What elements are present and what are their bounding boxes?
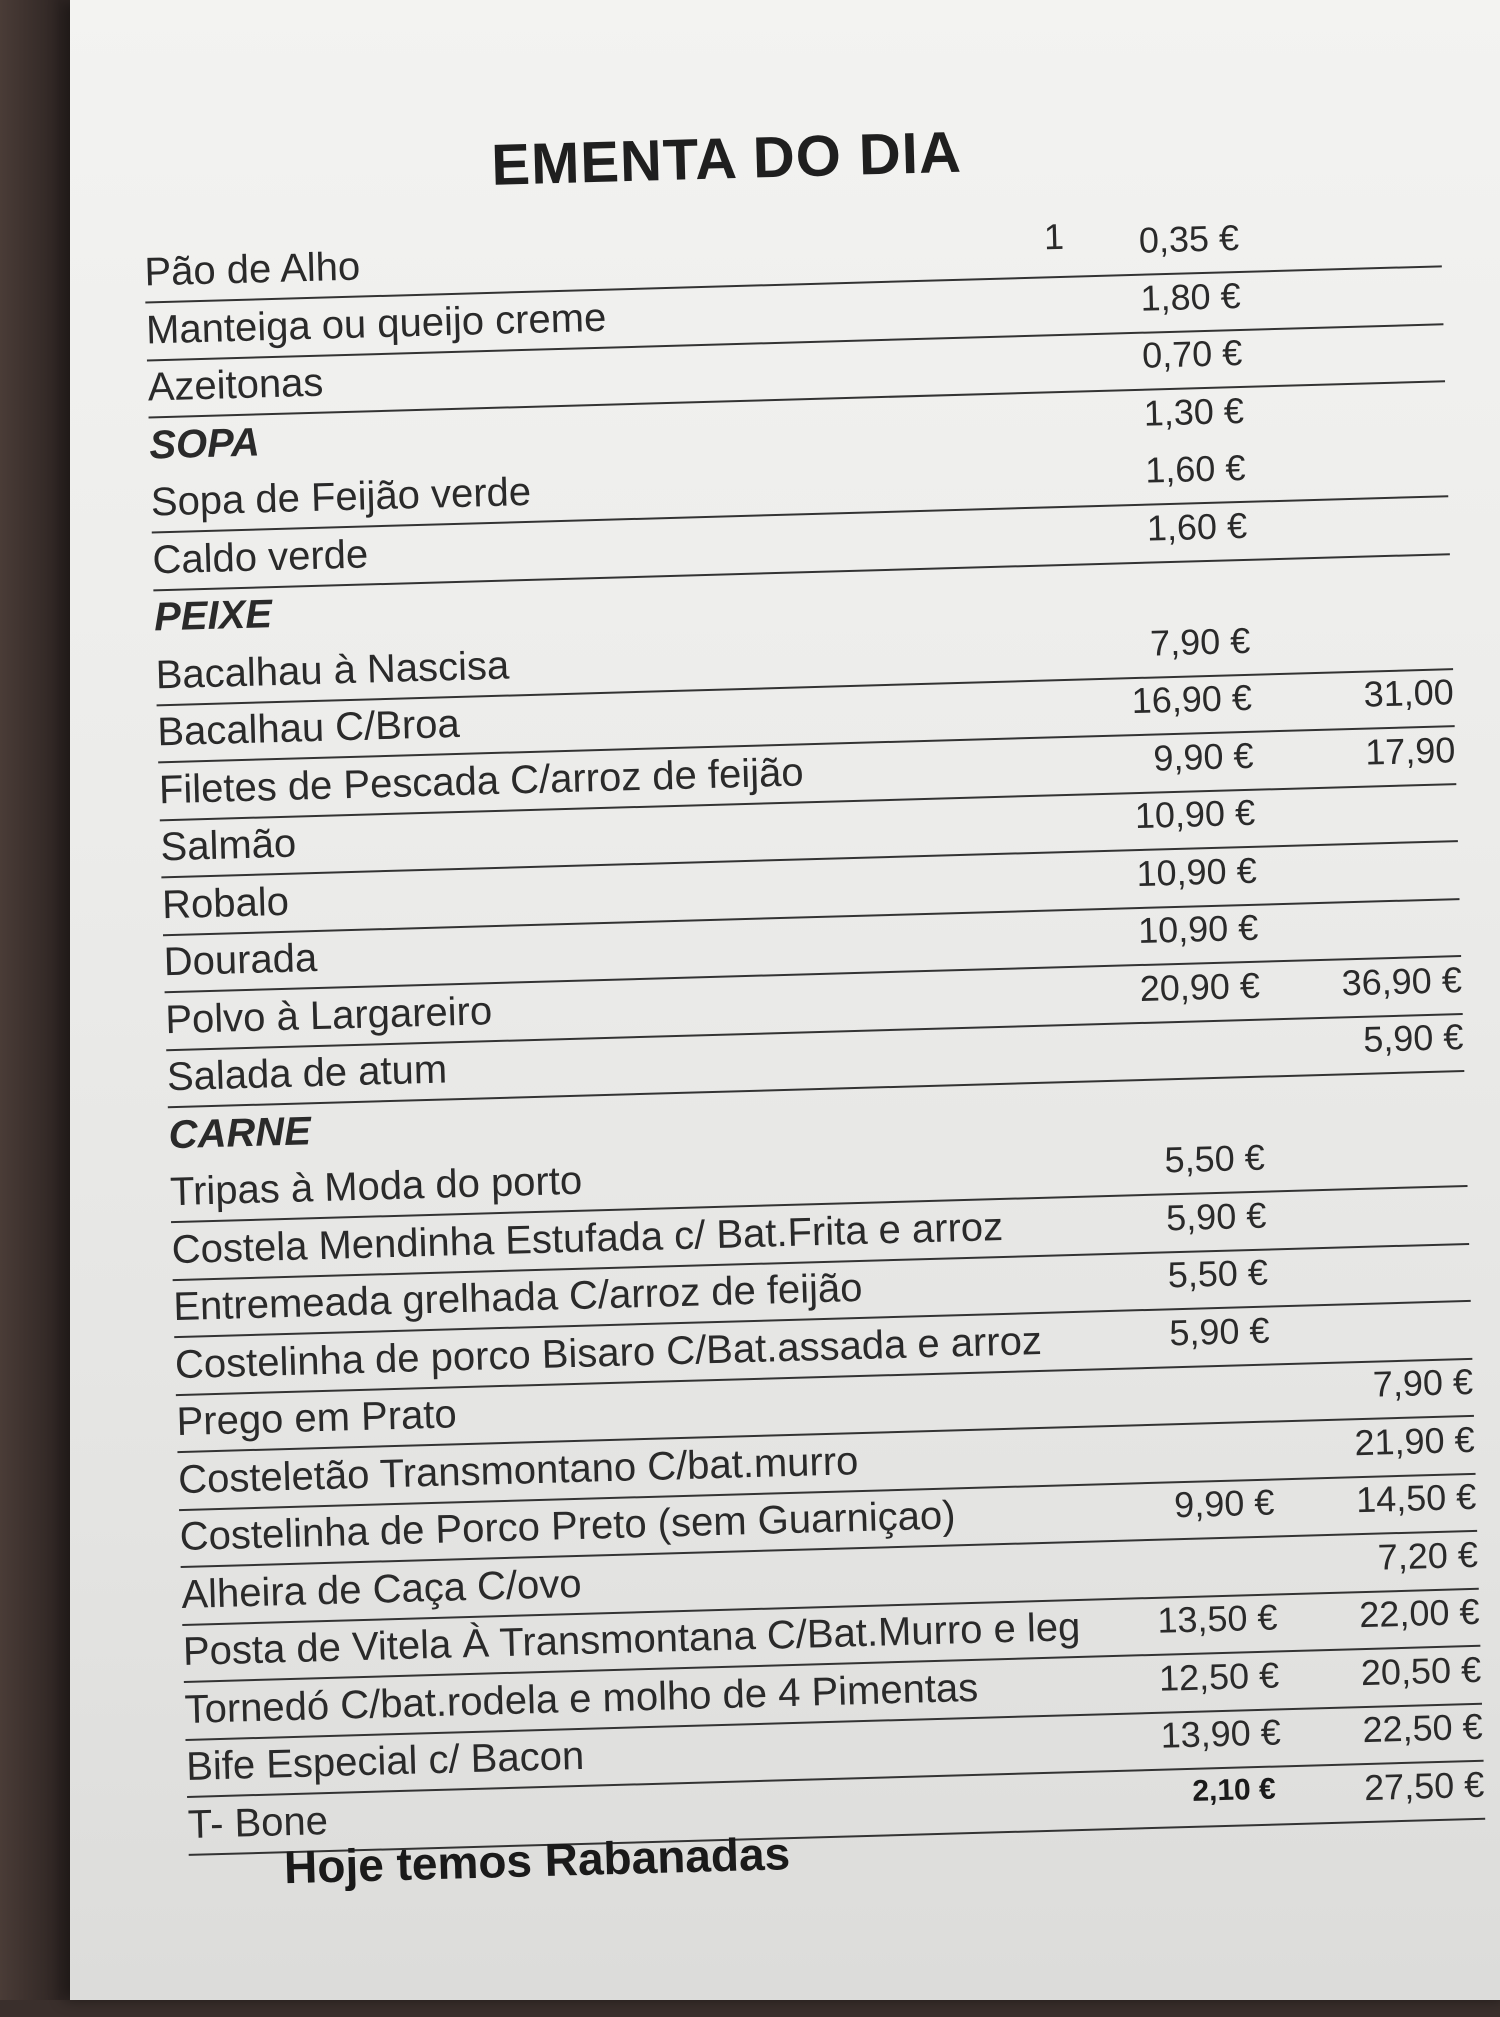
footer-note: Hoje temos Rabanadas [283,1827,791,1894]
item-name: Tornedó C/bat.rodela e molho de 4 Pimentas [184,1665,979,1732]
item-price: 13,50 € [1156,1596,1279,1641]
item-name: Robalo [161,879,290,927]
item-price-secondary: 5,90 € [1362,1016,1464,1060]
item-name: Alheira de Caça C/ovo [180,1561,583,1617]
item-name: Sopa de Feijão verde [150,469,532,525]
item-name: Costelinha de porco Bisaro C/Bat.assada e arroz [174,1318,1043,1387]
item-price: 10,90 € [1134,791,1256,837]
item-price-secondary: 27,50 € [1363,1763,1485,1808]
item-price: 5,50 € [1167,1251,1269,1296]
item-price-secondary: 22,50 € [1361,1705,1484,1751]
item-price-secondary: 20,50 € [1360,1648,1482,1693]
item-name: Dourada [163,936,318,985]
item-name: Pão de Alho [143,244,361,295]
section-title: SOPA [148,419,261,467]
item-name: Bife Especial c/ Bacon [185,1733,585,1789]
item-price-secondary: 21,90 € [1353,1418,1476,1463]
item-price: 7,90 € [1149,619,1251,664]
item-price: 1,30 € [1143,389,1245,434]
item-price: 5,90 € [1165,1194,1267,1238]
footer-price: 2,10 € [1191,1772,1277,1808]
item-price: 0,35 € [1138,216,1240,261]
item-name: Entremeada grelhada C/arroz de feijão [172,1265,864,1330]
item-price: 13,90 € [1160,1711,1282,1756]
item-price-secondary: 31,00 [1363,671,1455,715]
item-name: T- Bone [187,1798,329,1847]
item-price-secondary: 17,90 [1364,728,1456,773]
item-price: 1,80 € [1139,274,1242,319]
item-price-secondary: 36,90 € [1341,958,1463,1003]
item-name: Filetes de Pescada C/arroz de feijão [158,749,805,812]
item-name: Salada de atum [166,1047,448,1100]
item-price: 1,60 € [1144,446,1246,491]
item-price-secondary: 14,50 € [1355,1475,1477,1521]
item-price: 16,90 € [1131,676,1253,722]
section-title: CARNE [167,1108,312,1157]
item-quantity: 1 [1043,215,1065,258]
item-price: 10,90 € [1137,906,1259,952]
item-name: Prego em Prato [175,1392,458,1445]
item-price-secondary: 7,20 € [1377,1533,1479,1578]
item-name: Azeitonas [147,360,324,410]
item-name: Costela Mendinha Estufada c/ Bat.Frita e arroz [171,1204,1004,1272]
item-price: 0,70 € [1141,331,1243,376]
item-name: Caldo verde [151,531,369,582]
item-name: Bacalhau C/Broa [156,701,461,755]
item-price: 20,90 € [1139,964,1261,1009]
item-price: 5,50 € [1164,1136,1266,1181]
item-name: Bacalhau à Nascisa [155,643,510,697]
item-price: 1,60 € [1146,504,1248,549]
item-name: Costeletão Transmontano C/bat.murro [177,1438,859,1502]
item-name: Posta de Vitela À Transmontana C/Bat.Murro e leg [182,1604,1081,1675]
item-price: 12,50 € [1158,1653,1280,1699]
section-title: PEIXE [153,592,273,640]
item-price: 9,90 € [1173,1481,1275,1526]
item-name: Polvo à Largareiro [164,988,493,1042]
item-price-secondary: 7,90 € [1372,1360,1474,1405]
item-name: Costelinha de Porco Preto (sem Guarniçao) [179,1493,957,1560]
item-name: Manteiga ou queijo creme [145,295,607,353]
item-price-secondary: 22,00 € [1358,1590,1480,1636]
menu-title: EMENTA DO DIA [490,119,963,198]
item-name: Salmão [159,821,297,870]
item-price: 5,90 € [1168,1309,1271,1353]
item-price: 10,90 € [1135,849,1258,894]
item-price: 9,90 € [1152,734,1254,779]
item-name: Tripas à Moda do porto [169,1158,583,1215]
